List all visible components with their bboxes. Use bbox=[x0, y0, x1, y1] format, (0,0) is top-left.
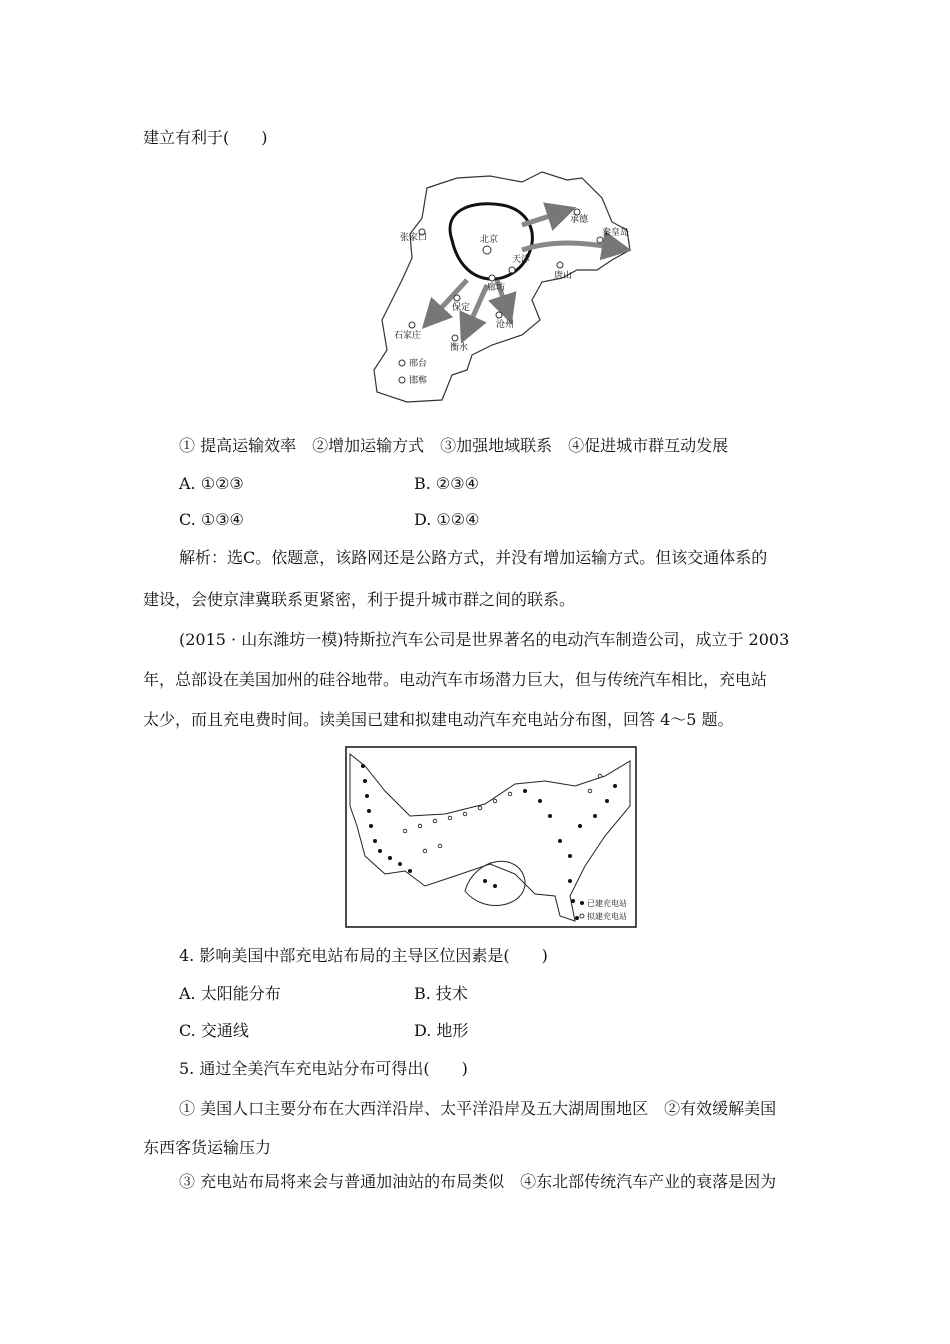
city-label: 天津 bbox=[512, 255, 531, 265]
city-label: 沧州 bbox=[496, 320, 515, 330]
city-label: 石家庄 bbox=[394, 331, 422, 341]
jingjinji-map bbox=[372, 170, 652, 410]
option-a: A. ①②③ bbox=[179, 474, 244, 493]
question-5-stem: 5. 通过全美汽车充电站分布可得出( ) bbox=[179, 1059, 468, 1078]
option-d: D. ①②④ bbox=[414, 510, 480, 529]
option-d: D. 地形 bbox=[414, 1021, 469, 1040]
option-c: C. 交通线 bbox=[179, 1021, 249, 1040]
city-label: 承德 bbox=[570, 215, 589, 225]
question-5-statement-1-cont: 东西客货运输压力 bbox=[143, 1138, 272, 1157]
intro-line-1: (2015 · 山东潍坊一模)特斯拉汽车公司是世界著名的电动汽车制造公司，成立于 2003 bbox=[179, 630, 790, 649]
option-b: B. 技术 bbox=[414, 984, 468, 1003]
question-5-statement-1: ① 美国人口主要分布在大西洋沿岸、太平洋沿岸及五大湖周围地区 ②有效缓解美国 bbox=[179, 1099, 777, 1118]
question-3-statements: ① 提高运输效率 ②增加运输方式 ③加强地域联系 ④促进城市群互动发展 bbox=[179, 436, 729, 455]
city-label: 廊坊 bbox=[487, 283, 506, 293]
intro-line-3: 太少，而且充电费时间。读美国已建和拟建电动汽车充电站分布图，回答 4～5 题。 bbox=[143, 710, 734, 729]
city-label: 衡水 bbox=[450, 343, 469, 353]
city-label: 邯郸 bbox=[409, 376, 428, 386]
city-label: 唐山 bbox=[554, 271, 573, 281]
city-label: 张家口 bbox=[400, 233, 428, 243]
option-b: B. ②③④ bbox=[414, 474, 479, 493]
analysis-line-1: 解析：选C。依题意，该路网还是公路方式，并没有增加运输方式。但该交通体系的 bbox=[179, 548, 768, 567]
option-c: C. ①③④ bbox=[179, 510, 244, 529]
city-label: 北京 bbox=[480, 235, 499, 245]
intro-line-2: 年，总部设在美国加州的硅谷地带。电动汽车市场潜力巨大，但与传统汽车相比，充电站 bbox=[143, 670, 768, 689]
option-a: A. 太阳能分布 bbox=[179, 984, 281, 1003]
question-4-stem: 4. 影响美国中部充电站布局的主导区位因素是( ) bbox=[179, 946, 548, 965]
legend-built: 已建充电站 bbox=[587, 899, 627, 908]
city-label: 邢台 bbox=[409, 359, 428, 369]
question-5-statement-3: ③ 充电站布局将来会与普通加油站的布局类似 ④东北部传统汽车产业的衰落是因为 bbox=[179, 1172, 777, 1191]
question-3-stem-tail: 建立有利于( ) bbox=[143, 128, 268, 147]
usa-charging-station-map bbox=[345, 746, 637, 928]
city-label: 保定 bbox=[452, 303, 471, 313]
city-label: 秦皇岛 bbox=[602, 228, 630, 238]
legend-planned: 拟建充电站 bbox=[587, 912, 627, 921]
analysis-line-2: 建设，会使京津冀联系更紧密，利于提升城市群之间的联系。 bbox=[143, 590, 576, 609]
